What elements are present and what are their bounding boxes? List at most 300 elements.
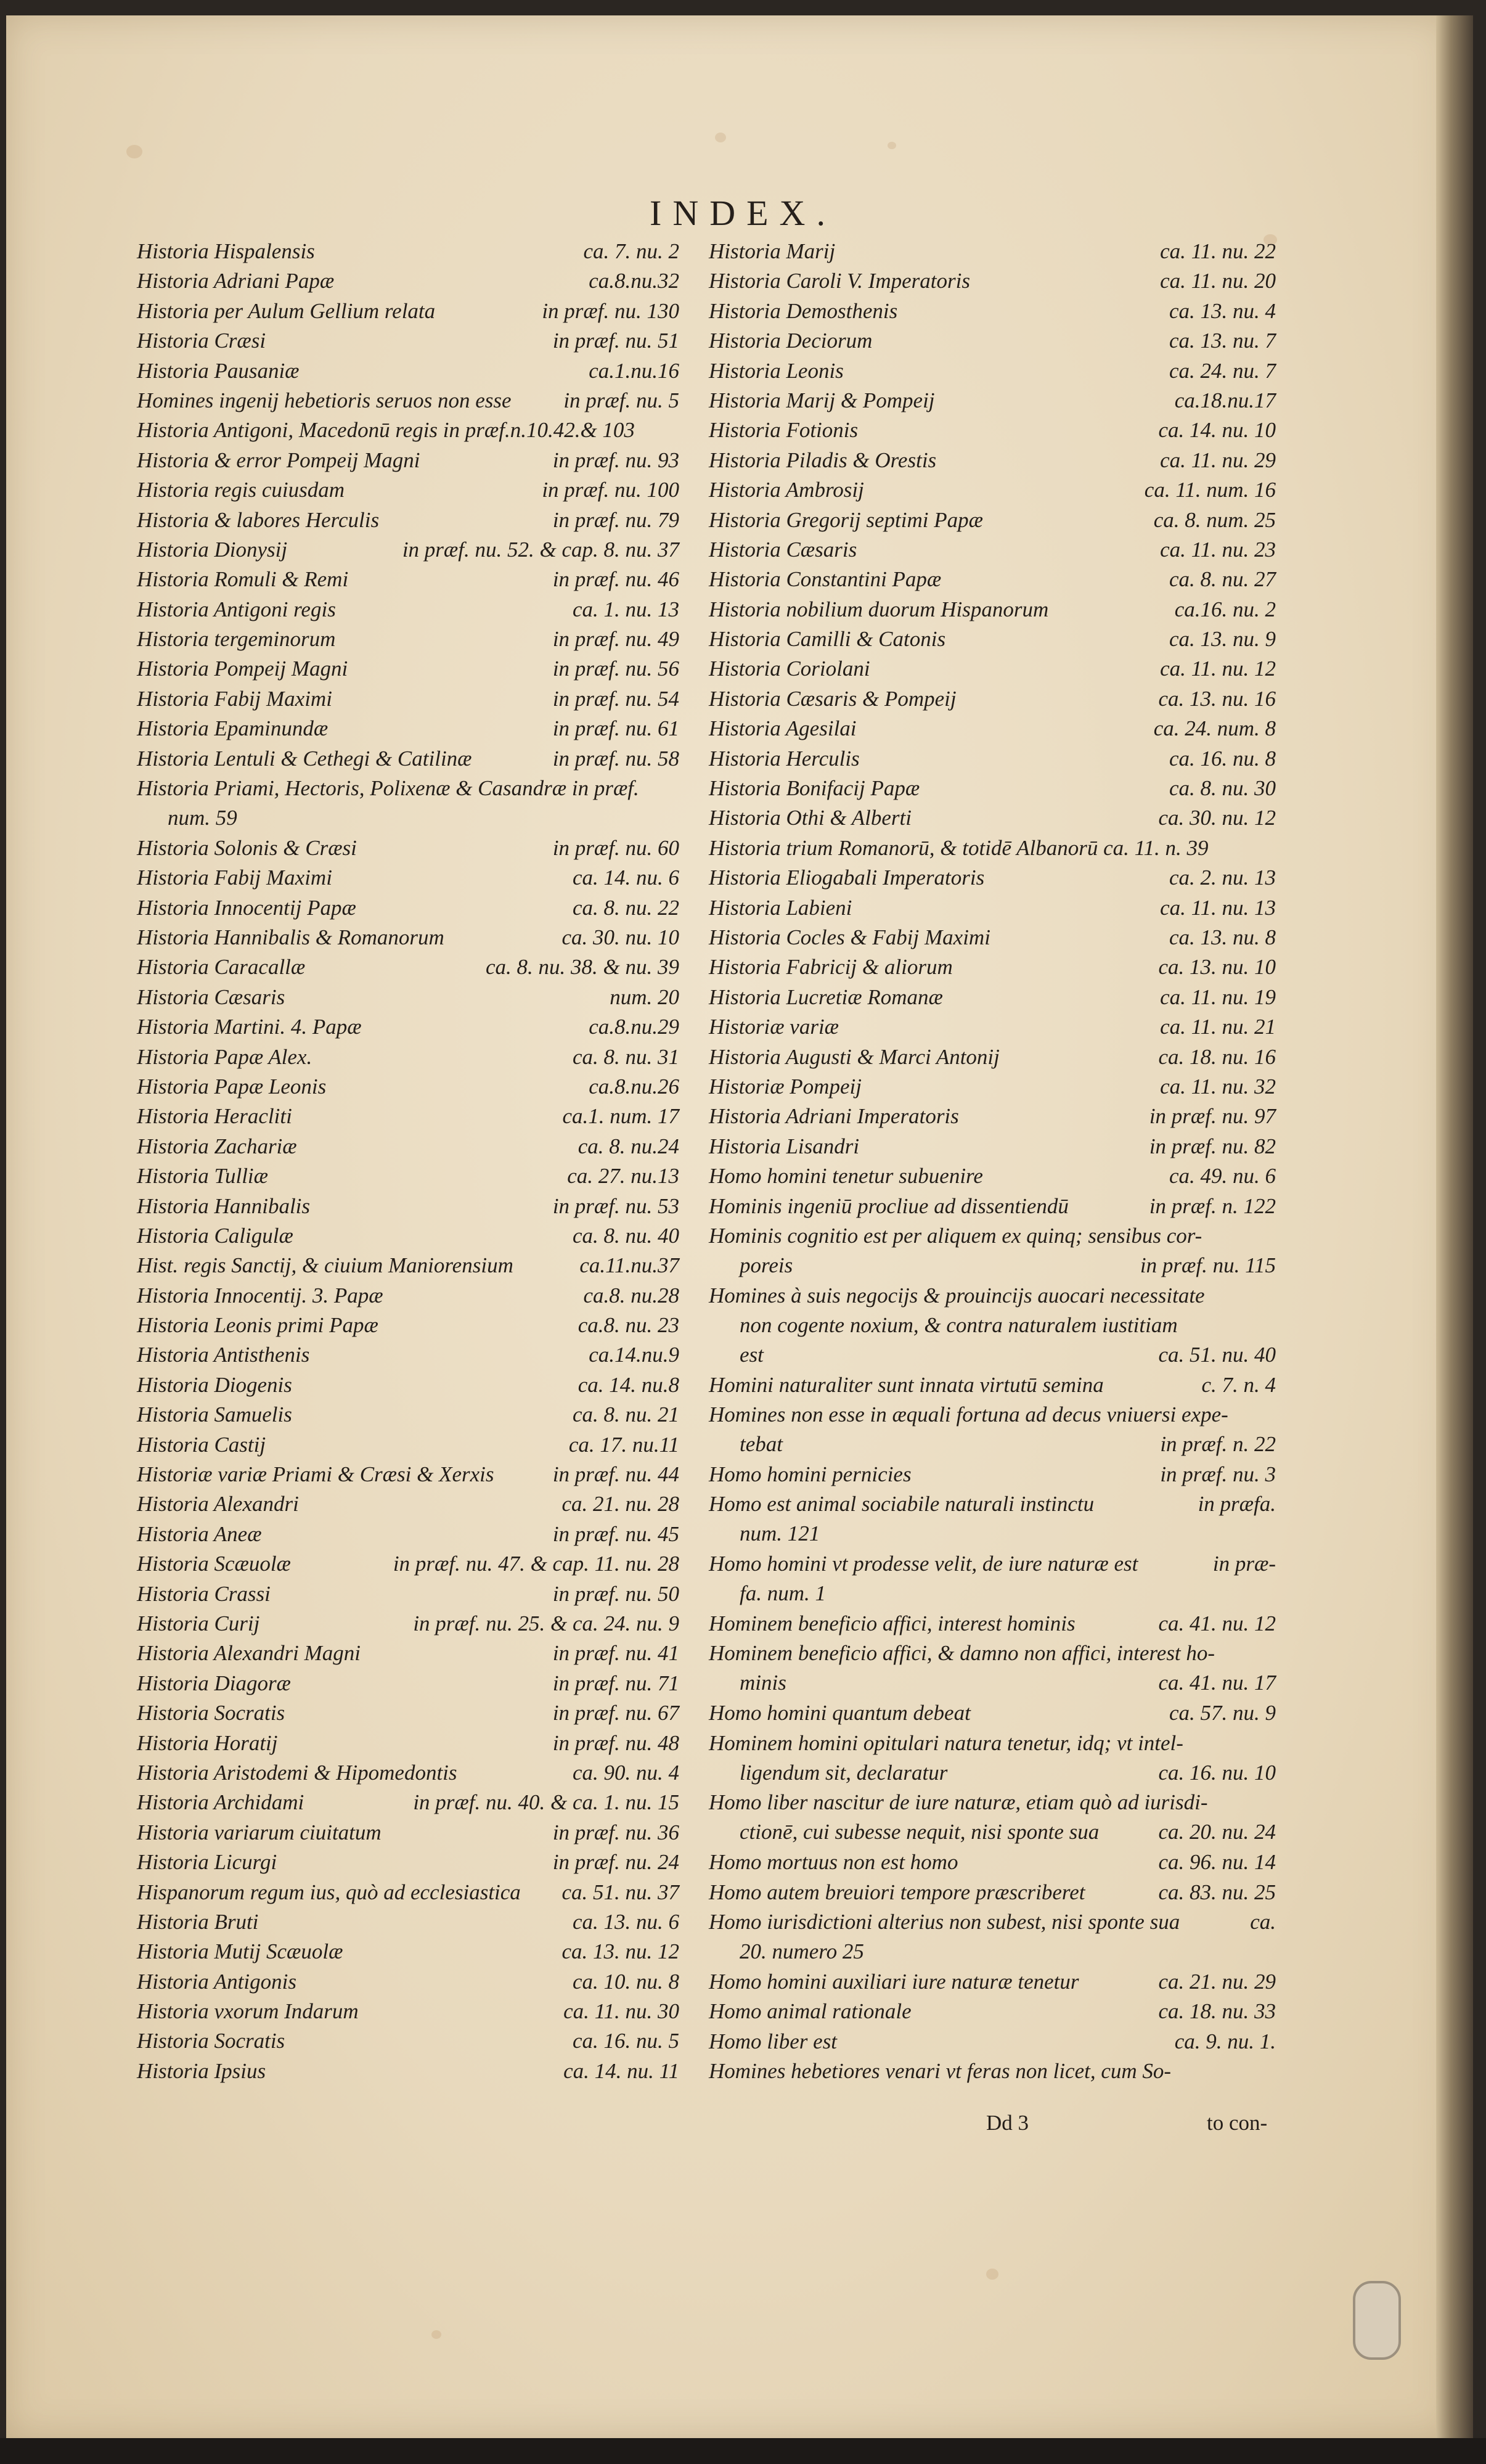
index-entry-text: Historia variarum ciuitatum [137,1820,382,1844]
index-entry [137,1071,679,1100]
index-entry-text: Historia Labieni [709,895,852,920]
index-entry [137,414,679,444]
index-entry [137,653,679,682]
index-entry-reference: ca. 8. nu. 27 [1169,567,1276,592]
index-entry [709,1637,1276,1697]
index-entry-reference: in præf. nu. 93 [552,448,679,472]
index-entry-reference: in præf. n. 22 [1160,1432,1276,1457]
index-entry [709,414,1276,444]
index-entry-reference: ca. 90. nu. 4 [572,1760,679,1785]
index-entry-text: Historia Samuelis [137,1402,292,1427]
index-entry-continuation: est [740,1342,764,1367]
index-entry [709,683,1276,713]
index-entry [709,1995,1276,2025]
index-entry-text: Hominis cognitio est per aliquem ex quinq; sensibus cor- [709,1223,1202,1248]
index-entry-reference: ca. 11. nu. 21 [1160,1015,1276,1039]
index-entry-reference: in præf. nu. 47. & cap. 11. nu. 28 [393,1552,679,1576]
index-entry-text: Historia Caracallæ [137,955,306,980]
index-entry-text: Historia per Aulum Gellium relata [137,298,436,323]
index-entry-text: Historia Diagoræ [137,1671,291,1695]
index-entry [709,1131,1276,1160]
index-entry-text: Homo iurisdictioni alterius non subest, nisi sponte sua [709,1910,1180,1934]
index-entry-text: Historia Lisandri [709,1134,860,1158]
index-entry-text: Homo liber nascitur de iure naturæ, etiam quò ad iurisdi- [709,1790,1208,1815]
index-entry-text: Historia Antigoni, Macedonū regis in præf.n.10.42.& 103 [137,418,635,443]
index-entry-text: Hominis ingeniū procliue ad dissentiendū [709,1193,1069,1218]
index-entry-reference: in præf. nu. 100 [542,478,679,502]
index-entry-continuation: tebat [740,1432,783,1457]
index-entry [137,1280,679,1309]
index-entry [137,444,679,474]
index-entry [137,355,679,385]
index-entry-text: Historia Herculis [709,746,860,771]
index-entry-reference: ca. 11. nu. 19 [1160,984,1276,1009]
index-entry-reference: ca. 51. nu. 37 [561,1880,679,1904]
index-entry-text: Historia Lucretiæ Romanæ [709,984,943,1009]
index-entry-reference: ca. 14. nu.8 [578,1372,679,1397]
index-entry [709,981,1276,1011]
index-entry-reference: in præf. nu. 79 [552,507,679,532]
index-entry [709,1488,1276,1548]
index-entry-text: Historia Cæsaris & Pompeij [709,686,957,711]
index-entry-text: Historia Papæ Leonis [137,1074,327,1099]
index-entry-text: Homo homini pernicies [709,1462,912,1487]
index-entry [137,594,679,623]
index-entry [709,355,1276,385]
index-entry-reference: ca. 30. nu. 10 [561,925,679,949]
index-entry [709,504,1276,534]
index-entry-text: Historia Cæsaris [137,984,285,1009]
index-entry-reference: ca. 57. nu. 9 [1169,1701,1276,1725]
index-entry-reference: ca. 24. nu. 7 [1169,358,1276,383]
index-entry [709,534,1276,563]
index-entry-reference: ca. 8. nu.24 [578,1134,679,1158]
index-entry-text: Historia Adriani Imperatoris [709,1104,959,1129]
index-entry-text: Homines non esse in æquali fortuna ad decus vniuersi expe- [709,1402,1228,1427]
index-entry-reference: ca. 11. nu. 20 [1160,269,1276,293]
index-entry-text: Historia Hannibalis & Romanorum [137,925,444,949]
index-entry-reference: ca. 49. nu. 6 [1169,1164,1276,1189]
index-entry [137,951,679,981]
index-entry-reference: in præf. nu. 5 [563,388,679,412]
index-entry-text: Historia Heracliti [137,1104,292,1129]
index-entry-reference: in præf. nu. 115 [1140,1253,1276,1277]
index-entry-text: Historia tergeminorum [137,627,336,652]
index-entry-reference: in præf. nu. 56 [552,657,679,681]
index-entry [709,1608,1276,1637]
index-entry-reference: ca. 11. nu. 13 [1160,895,1276,920]
index-entry-text: Historia Coriolani [709,657,870,681]
index-entry [709,802,1276,832]
index-entry-reference: ca. 13. nu. 10 [1158,955,1276,980]
page-tab [1353,2281,1401,2360]
index-entry-reference: ca. 8. nu. 38. & nu. 39 [485,955,679,980]
index-entry-text: Historia & labores Herculis [137,507,380,532]
index-entry-reference: ca. 13. nu. 6 [572,1909,679,1934]
index-entry [709,2026,1276,2055]
index-entry [137,832,679,862]
index-entry-reference: ca. 41. nu. 12 [1158,1611,1276,1636]
index-entry-text: Historia Leonis primi Papæ [137,1313,378,1338]
index-entry-text: Historia Crassi [137,1581,271,1606]
index-entry-text: Hispanorum regum ius, quò ad ecclesiastica [137,1880,521,1904]
index-entry [137,772,679,832]
index-entry-continuation: num. 121 [740,1521,820,1546]
index-entry-reference: ca. 20. nu. 24 [1158,1820,1276,1844]
index-entry-text: Historia Leonis [709,358,844,383]
index-entry-text: Historia Marij & Pompeij [709,388,935,412]
index-entry-text: Hist. regis Sanctij, & ciuium Maniorensium [137,1253,513,1278]
index-entry-reference: ca. 96. nu. 14 [1158,1850,1276,1875]
signature-mark: Dd 3 [986,2111,1029,2135]
index-entry-reference: ca. 8. nu. 31 [572,1044,679,1069]
index-entry-reference: ca.8. nu. 23 [578,1313,679,1338]
index-entry-reference: ca. 41. nu. 17 [1158,1671,1276,1695]
index-entry-reference: ca. 16. nu. 5 [572,2029,679,2053]
index-entry-text: Historia Romuli & Remi [137,567,349,592]
index-entry [137,265,679,295]
index-entry [709,1399,1276,1459]
index-entry-reference: ca.16. nu. 2 [1174,597,1276,621]
index-entry [137,1250,679,1279]
index-entry [709,951,1276,981]
index-entry-text: Historia Constantini Papæ [709,567,942,592]
foxing-spot [986,2269,998,2280]
index-entry [709,1220,1276,1280]
index-entry [709,1787,1276,1846]
index-entry-reference: ca. 13. nu. 8 [1169,925,1276,949]
index-entry [137,1429,679,1459]
index-entry [709,444,1276,474]
index-entry-text: Historia Caligulæ [137,1223,293,1248]
index-entry-reference: ca. 11. nu. 32 [1160,1074,1276,1099]
index-entry-reference: ca. 16. nu. 10 [1158,1760,1276,1785]
catchword: to con- [1207,2111,1268,2135]
index-entry-reference: num. 20 [610,984,679,1009]
index-entry-text: Homo est animal sociabile naturali instinctu [709,1492,1095,1516]
index-entry-reference: ca. 10. nu. 8 [572,1969,679,1994]
index-entry [709,1459,1276,1488]
index-entry-reference: c. 7. n. 4 [1201,1372,1276,1397]
index-entry-continuation: ctionē, cui subesse nequit, nisi sponte sua [740,1820,1100,1844]
index-entry-text: Historia Adriani Papæ [137,269,335,293]
index-entry [709,922,1276,951]
index-entry-text: Historia trium Romanorū, & totidē Albanorū ca. 11. n. 39 [709,835,1209,860]
index-column-left [137,235,679,2085]
index-entry-reference: ca. 14. nu. 6 [572,866,679,890]
index-entry-text: Historia Marij [709,239,836,263]
index-entry [137,504,679,534]
index-entry-reference: ca. 8. num. 25 [1153,507,1276,532]
index-entry-text: Historia nobilium duorum Hispanorum [709,597,1049,621]
index-entry [709,594,1276,623]
index-entry [137,1220,679,1250]
index-entry-reference: ca. 17. nu.11 [568,1432,679,1457]
index-entry-text: Historia vxorum Indarum [137,1999,359,2024]
index-entry-text: Historia Horatij [137,1730,278,1755]
index-entry [137,474,679,504]
index-entry-text: Homo homini vt prodesse velit, de iure naturæ est [709,1552,1138,1576]
index-entry-text: Hominem beneficio affici, interest hominis [709,1611,1076,1636]
index-entry [709,623,1276,653]
index-entry-reference: ca. 1. nu. 13 [572,597,679,621]
index-entry [709,1041,1276,1071]
index-entry-reference: ca. 18. nu. 33 [1158,1999,1276,2024]
index-entry [137,2055,679,2085]
index-entry-text: Homo liber est [709,2029,838,2053]
index-entry [709,325,1276,354]
index-entry-text: Historia Curij [137,1611,260,1635]
index-entry-reference: in præf. nu. 82 [1149,1134,1276,1158]
index-entry-reference: ca.1. num. 17 [562,1104,679,1129]
index-entry-continuation: fa. num. 1 [740,1581,826,1606]
index-entry-reference: in præf. nu. 130 [542,298,679,323]
index-entry-text: Homines à suis negocijs & prouincijs auocari necessitate [709,1283,1205,1308]
index-entry-text: Historia Cæsaris [709,537,857,562]
index-entry-text: Homini naturaliter sunt innata virtutū semina [709,1372,1104,1397]
index-entry-reference: in præfa. [1198,1492,1276,1516]
index-entry [137,743,679,772]
index-entry-reference: ca. 11. nu. 23 [1160,537,1276,562]
index-entry-text: Historia Fabricij & aliorum [709,955,953,980]
index-entry [709,892,1276,922]
index-entry [137,981,679,1011]
index-entry-text: Historia Bruti [137,1909,259,1934]
index-entry [709,1280,1276,1369]
index-entry-reference: ca.8.nu.32 [589,269,679,293]
index-entry-reference: ca. 8. nu. 22 [572,895,679,920]
index-entry [709,1697,1276,1727]
index-entry [137,1578,679,1608]
index-entry [137,1727,679,1757]
index-entry [709,2055,1276,2085]
index-entry-text: Historia Innocentij. 3. Papæ [137,1283,383,1308]
index-entry-text: Historia Gregorij septimi Papæ [709,507,983,532]
index-entry [709,235,1276,265]
index-entry-text: Historia Augusti & Marci Antonij [709,1044,1000,1069]
index-entry-text: Historiæ Pompeij [709,1074,862,1099]
index-entry-reference: in præf. nu. 46 [552,567,679,592]
index-entry [137,1339,679,1369]
index-entry-reference: in præf. nu. 52. & cap. 8. nu. 37 [402,537,679,562]
index-entry [709,1906,1276,1966]
index-entry [709,743,1276,772]
index-entry-text: Historia Hispalensis [137,239,315,263]
index-entry [137,534,679,563]
index-entry-reference: ca. 24. num. 8 [1153,716,1276,741]
index-entry-reference: in præf. nu. 36 [552,1820,679,1844]
index-entry-reference: ca. 14. nu. 10 [1158,418,1276,443]
index-entry-text: Historia Othi & Alberti [709,806,912,830]
index-entry [137,1309,679,1339]
index-entry [137,1488,679,1518]
index-entry-reference: in præf. nu. 49 [552,627,679,652]
index-entry-reference: ca. 9. nu. 1. [1174,2029,1276,2053]
index-entry-text: Homo mortuus non est homo [709,1850,958,1875]
index-entry-text: Historia & error Pompeij Magni [137,448,420,472]
index-entry-reference: in præf. nu. 61 [552,716,679,741]
index-entry-text: Historia Bonifacij Papæ [709,776,920,801]
index-entry-text: Historia Martini. 4. Papæ [137,1015,362,1039]
index-entry [709,1548,1276,1608]
index-entry-reference: ca. 30. nu. 12 [1158,806,1276,830]
index-entry-text: Historia Caroli V. Imperatoris [709,269,970,293]
index-entry-reference: ca. 14. nu. 11 [563,2058,679,2083]
index-entry-reference: ca. 27. nu.13 [567,1164,679,1189]
index-entry [137,862,679,891]
index-entry-reference: ca. 11. nu. 12 [1160,657,1276,681]
index-entry-reference: ca.8. nu.28 [583,1283,679,1308]
index-entry-reference: ca.8.nu.29 [589,1015,679,1039]
index-entry [709,295,1276,325]
index-entry [137,1100,679,1130]
index-entry-text: Historia Diogenis [137,1372,292,1397]
index-entry-reference: ca. 18. nu. 16 [1158,1044,1276,1069]
index-entry-text: Historia Pompeij Magni [137,657,348,681]
index-entry [137,1846,679,1876]
index-entry [137,1906,679,1936]
index-entry [709,772,1276,802]
index-entry-text: Historia Pausaniæ [137,358,300,383]
index-entry [709,713,1276,742]
index-entry-text: Historia Camilli & Catonis [709,627,946,652]
index-entry-reference: ca. 2. nu. 13 [1169,866,1276,890]
index-entry [137,892,679,922]
index-entry-text: Historia Alexandri [137,1492,299,1516]
index-entry-reference: ca. 11. nu. 22 [1160,239,1276,263]
index-entry [137,325,679,354]
index-entry-reference: in præf. nu. 3 [1160,1462,1276,1487]
index-entry [137,235,679,265]
index-entry-reference: in præf. nu. 25. & ca. 24. nu. 9 [413,1611,679,1635]
index-entry-text: Historia Antisthenis [137,1343,310,1367]
index-entry [137,1757,679,1787]
index-entry-text: Historia Deciorum [709,329,873,353]
index-entry-text: Historia Innocentij Papæ [137,895,356,920]
index-entry [709,1011,1276,1041]
index-entry-reference: ca. 13. nu. 7 [1169,329,1276,353]
index-entry-continuation: non cogente noxium, & contra naturalem iustitiam [740,1312,1178,1337]
index-entry [709,832,1276,862]
index-entry-reference: in præf. nu. 60 [552,835,679,860]
index-entry [137,295,679,325]
index-entry-text: Historia Dionysij [137,537,288,562]
index-entry-text: Historia Castij [137,1432,266,1457]
index-entry-text: Historia Tulliæ [137,1164,268,1189]
index-entry [137,1160,679,1190]
index-entry-reference: ca. 13. nu. 12 [561,1939,679,1964]
index-entry-continuation: minis [740,1671,786,1695]
index-entry [137,2025,679,2055]
index-entry [137,1131,679,1160]
index-entry-reference: ca. 13. nu. 4 [1169,298,1276,323]
index-entry [137,563,679,593]
index-entry [137,1966,679,1995]
index-entry [709,265,1276,295]
index-entry-text: Historia Fabij Maximi [137,866,332,890]
index-entry-text: Homo animal rationale [709,1999,912,2024]
foxing-spot [715,133,726,142]
index-entry [137,1190,679,1220]
index-entry-text: Historia Socratis [137,2029,285,2053]
index-entry-text: Historia Aneæ [137,1521,262,1546]
index-entry [709,1071,1276,1100]
index-entry [137,1011,679,1041]
index-entry-reference: ca.1.nu.16 [589,358,679,383]
index-entry-text: Historiæ variæ Priami & Cræsi & Xerxis [137,1462,494,1487]
index-entry [137,1518,679,1548]
index-entry-text: Historia Alexandri Magni [137,1641,361,1666]
index-entry [137,1041,679,1071]
index-entry-continuation: ligendum sit, declaratur [740,1760,948,1785]
index-entry-reference: in præf. nu. 54 [552,686,679,711]
index-entry-text: Historia Ipsius [137,2058,266,2083]
index-entry-text: Historia Archidami [137,1790,304,1815]
index-entry-text: Historia Socratis [137,1701,285,1725]
index-entry-reference: in præf. n. 122 [1149,1193,1276,1218]
index-entry-reference: in præf. nu. 67 [552,1701,679,1725]
index-entry-reference: in præf. nu. 50 [552,1581,679,1606]
index-entry [137,385,679,414]
index-entry-text: Historia Mutij Scæuolæ [137,1939,343,1964]
index-entry-text: Homines ingenij hebetioris seruos non esse [137,388,512,412]
index-entry-continuation: poreis [740,1253,793,1277]
index-entry-continuation: 20. numero 25 [740,1939,864,1963]
index-entry [709,1727,1276,1787]
index-entry-text: Historia Antigonis [137,1969,296,1994]
index-entry-text: Historia Papæ Alex. [137,1044,312,1069]
index-entry-reference: in præf. nu. 44 [552,1462,679,1487]
index-entry-reference: ca. 21. nu. 28 [561,1492,679,1516]
index-entry [709,653,1276,682]
index-entry-text: Homines hebetiores venari vt feras non licet, cum So- [709,2058,1172,2083]
index-entry [137,1817,679,1846]
index-entry [137,1877,679,1906]
index-entry [137,1995,679,2025]
index-entry-text: Historia Demosthenis [709,298,898,323]
index-entry-text: Historia Piladis & Orestis [709,448,937,472]
index-entry [137,1936,679,1965]
index-entry-reference: ca. 21. nu. 29 [1158,1969,1276,1994]
index-entry-text: Historia Agesilai [709,716,857,741]
index-entry-text: Historia Scæuolæ [137,1552,291,1576]
index-entry [709,1160,1276,1190]
index-entry-reference: ca.11.nu.37 [579,1253,679,1278]
index-entry [137,1637,679,1667]
index-entry [709,563,1276,593]
index-entry-text: Historia Zachariæ [137,1134,297,1158]
index-entry [137,1399,679,1428]
index-entry-text: Historia Solonis & Cræsi [137,835,357,860]
index-entry [709,1877,1276,1906]
index-entry [137,1548,679,1578]
index-entry-text: Historia regis cuiusdam [137,478,345,502]
index-entry [709,1846,1276,1876]
index-entry-reference: ca. 16. nu. 8 [1169,746,1276,771]
index-entry-reference: in præf. nu. 41 [552,1641,679,1666]
index-entry-reference: ca. 8. nu. 40 [572,1223,679,1248]
index-entry [137,713,679,742]
index-entry-reference: ca.14.nu.9 [589,1343,679,1367]
index-entry-text: Hominem beneficio affici, & damno non affici, interest ho- [709,1641,1215,1666]
page-edge [1436,15,1473,2438]
index-entry-reference: ca. 11. nu. 30 [563,1999,679,2024]
index-entry-reference: in præf. nu. 48 [552,1730,679,1755]
index-entry [137,1459,679,1488]
index-entry-text: Hominem homini opitulari natura tenetur, idq; vt intel- [709,1730,1183,1755]
index-entry-reference: ca. 11. num. 16 [1144,478,1276,502]
index-entry-reference: in præf. nu. 24 [552,1850,679,1875]
